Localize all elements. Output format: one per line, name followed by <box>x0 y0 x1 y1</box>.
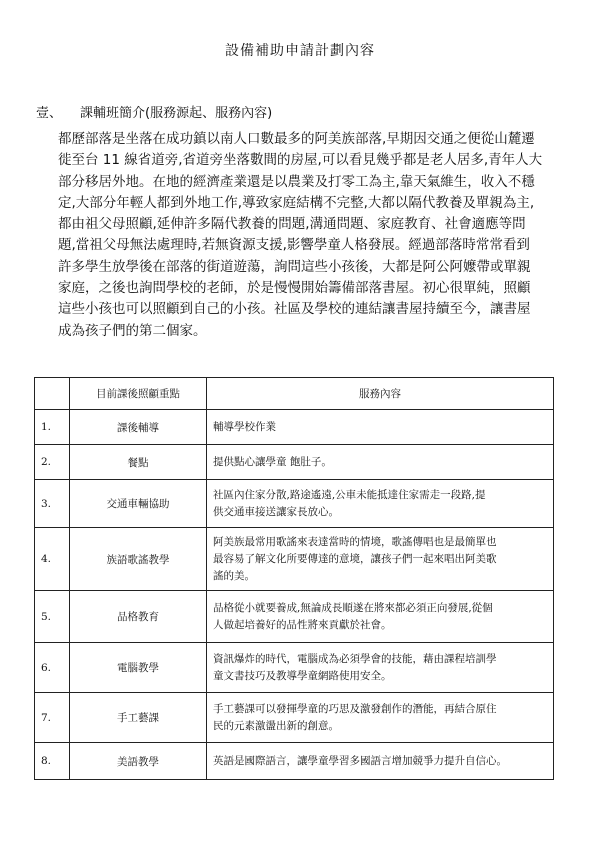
paragraph-line: 部分移居外地。在地的經濟產業還是以農業及打零工為主,靠天氣維生，收入不穩 <box>58 173 535 190</box>
table-row <box>35 693 554 743</box>
row-content <box>207 410 554 445</box>
row-number: 5. <box>35 591 70 643</box>
intro-paragraph <box>58 129 558 342</box>
row-number: 2. <box>35 445 70 480</box>
content-line: 最容易了解文化所要傳達的意境，讓孩子們一起來唱出阿美歌 <box>213 552 497 565</box>
section-title: 課輔班簡介(服務源起、服務內容) <box>80 106 273 121</box>
row-content <box>207 743 554 780</box>
table-row <box>35 410 554 445</box>
content-line: 提供點心讓學童 飽肚子。 <box>213 455 332 468</box>
content-line: 民的元素激盪出新的創意。 <box>213 719 339 732</box>
table-row <box>35 591 554 643</box>
table-row <box>35 743 554 780</box>
paragraph-line: 徙至台 11 線省道旁,省道旁坐落數間的房屋,可以看見幾乎都是老人居多,青年人大 <box>58 152 543 169</box>
row-number: 6. <box>35 643 70 693</box>
table-row <box>35 445 554 480</box>
paragraph-line: 家庭，之後也詢問學校的老師，於是慢慢開始籌備部落書屋。初心很單純，照顧 <box>58 280 531 297</box>
paragraph-line: 都由祖父母照顧,延伸許多隔代教養的問題,溝通問題、家庭教育、社會適應等問 <box>58 216 526 233</box>
content-line: 供交通車接送讓家長放心。 <box>213 505 339 518</box>
row-focus: 課後輔導 <box>70 410 207 445</box>
paragraph-line: 這些小孩也可以照顧到自己的小孩。社區及學校的連結讓書屋持續至今，讓書屋 <box>58 301 531 318</box>
row-content <box>207 643 554 693</box>
row-number: 3. <box>35 480 70 528</box>
document-title: 設備補助申請計劃內容 <box>225 43 375 59</box>
row-content <box>207 445 554 480</box>
content-line: 人做起培養好的品性將來貢獻於社會。 <box>213 618 392 631</box>
row-content <box>207 528 554 591</box>
row-number: 4. <box>35 528 70 591</box>
header-focus: 目前課後照顧重點 <box>70 378 207 410</box>
paragraph-line: 題,當祖父母無法處理時,若無資源支援,影響學童人格發展。經過部落時常常看到 <box>58 237 530 254</box>
content-line: 輔導學校作業 <box>213 420 276 433</box>
row-focus: 手工藝課 <box>70 693 207 743</box>
table-header-row <box>35 378 554 410</box>
service-table <box>34 377 554 780</box>
row-number: 8. <box>35 743 70 780</box>
table-row <box>35 528 554 591</box>
content-line: 社區內住家分散,路途遙遠,公車未能抵達住家需走一段路,提 <box>213 488 486 501</box>
content-line: 謠的美。 <box>213 569 255 582</box>
row-number: 1. <box>35 410 70 445</box>
table-row <box>35 480 554 528</box>
row-content <box>207 591 554 643</box>
paragraph-line: 成為孩子們的第二個家。 <box>58 322 207 339</box>
content-line: 品格從小就要養成,無論成長順遂在將來都必須正向發展,從個 <box>213 601 493 614</box>
row-content <box>207 693 554 743</box>
content-line: 手工藝課可以發揮學童的巧思及激發創作的潛能，再結合原住 <box>213 702 497 715</box>
row-focus: 美語教學 <box>70 743 207 780</box>
paragraph-line: 定,大部分年輕人都到外地工作,導致家庭結構不完整,大都以隔代教養及單親為主, <box>58 194 535 211</box>
section-heading <box>36 102 272 121</box>
section-number: 壹、 <box>36 106 63 121</box>
row-number: 7. <box>35 693 70 743</box>
content-line: 阿美族最常用歌謠來表達當時的情境，歌謠傳唱也是最簡單也 <box>213 535 497 548</box>
content-line: 英語是國際語言，讓學童學習多國語言增加競爭力提升自信心。 <box>213 754 507 767</box>
content-line: 資訊爆炸的時代，電腦成為必須學會的技能，藉由課程培訓學 <box>213 652 497 665</box>
row-focus: 交通車輛協助 <box>70 480 207 528</box>
table-row <box>35 643 554 693</box>
row-focus: 品格教育 <box>70 591 207 643</box>
row-content <box>207 480 554 528</box>
row-focus: 族語歌謠教學 <box>70 528 207 591</box>
content-line: 童文書技巧及教導學童網路使用安全。 <box>213 669 392 682</box>
row-focus: 電腦教學 <box>70 643 207 693</box>
paragraph-line: 許多學生放學後在部落的街道遊蕩，詢問這些小孩後，大都是阿公阿嬤帶或單親 <box>58 258 531 275</box>
header-no <box>35 378 70 410</box>
row-focus: 餐點 <box>70 445 207 480</box>
paragraph-line: 都歷部落是坐落在成功鎮以南人口數最多的阿美族部落,早期因交通之便從山麓遷 <box>58 131 535 147</box>
header-content: 服務內容 <box>207 378 554 410</box>
